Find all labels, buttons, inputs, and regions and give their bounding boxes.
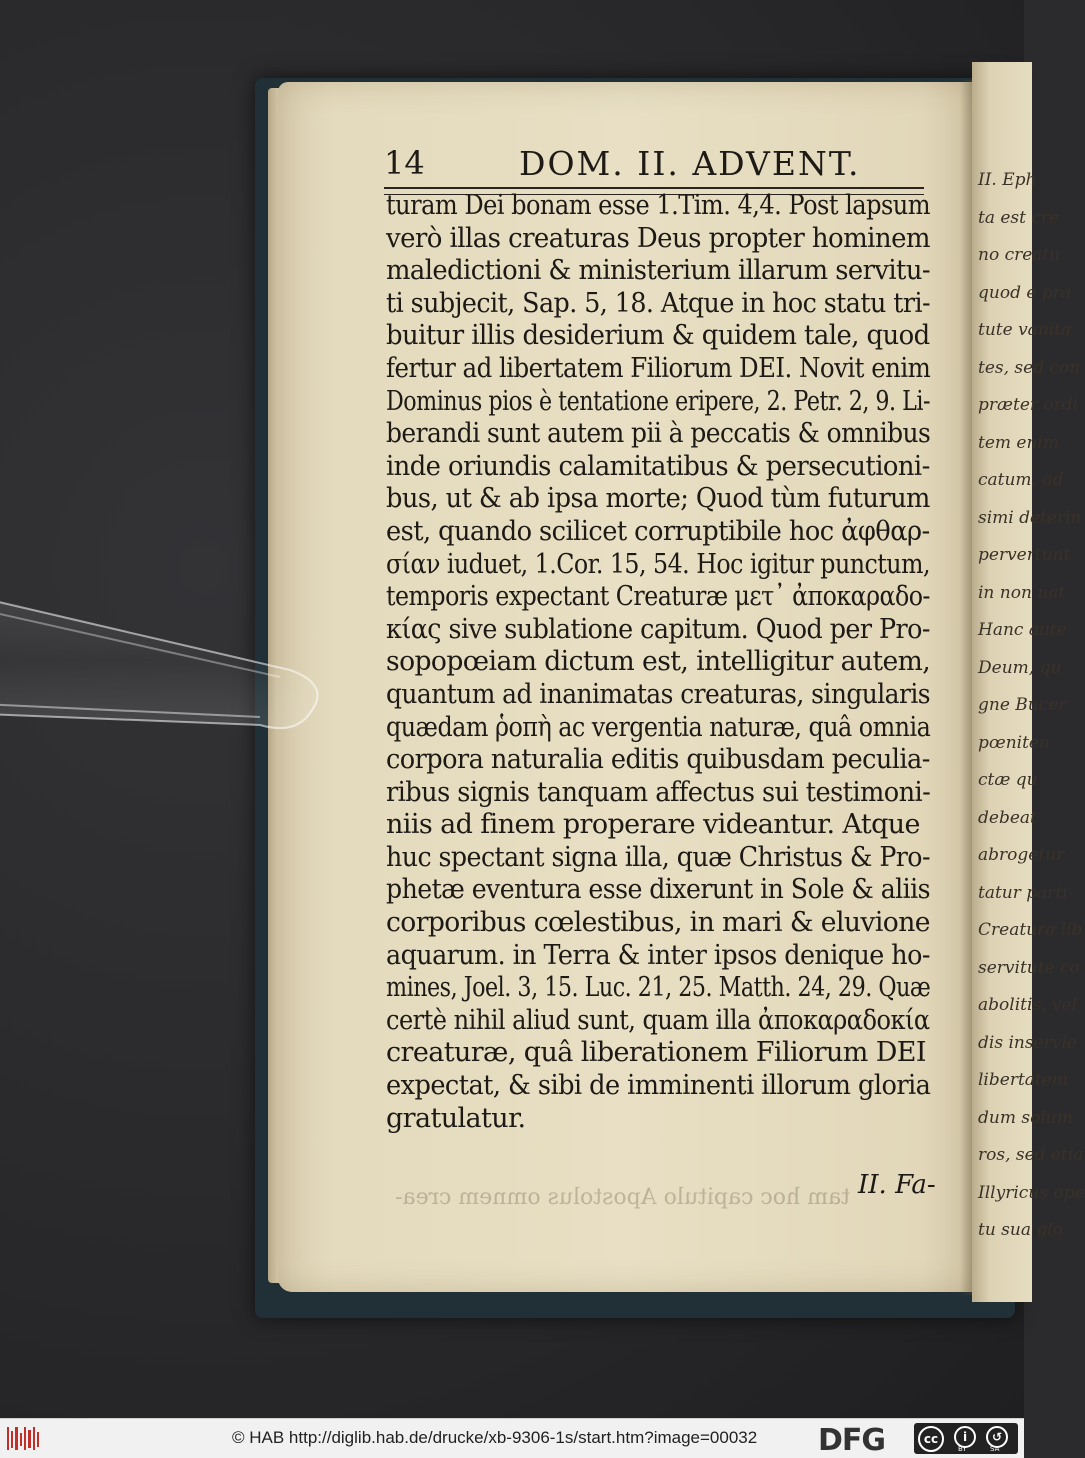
catchword: II. Fa-	[858, 1170, 936, 1200]
facing-text-fragment: pervertunt	[978, 545, 1071, 565]
facing-text-fragment: in non nat	[978, 582, 1066, 603]
cc-license-icon: cc	[918, 1426, 944, 1452]
dfg-logo: DFG	[818, 1423, 886, 1458]
text-line: expectat, & sibi de imminenti illorum gloria	[386, 1070, 931, 1102]
footer-bar	[0, 1418, 1024, 1458]
page-number: 14	[384, 144, 425, 182]
text-line: mines, Joel. 3, 15. Luc. 21, 25. Matth. 24, 29. Quæ	[386, 972, 931, 1004]
facing-text-fragment: Deum, qu	[978, 657, 1062, 678]
facing-text-fragment: Creatura lib	[978, 920, 1083, 940]
text-line: bus, ut & ab ipsa morte; Quod tùm futurum	[386, 483, 930, 515]
text-line: σίαν iuduet, 1.Cor. 15, 54. Hoc igitur punctum,	[386, 548, 930, 580]
facing-text-fragment: catum, ad	[978, 470, 1064, 490]
sa-sharealike-icon: ↺	[986, 1426, 1008, 1448]
text-line: buitur illis desiderium & quidem tale, quod	[386, 320, 930, 352]
facing-text-fragment: debeat	[978, 807, 1037, 828]
facing-text-fragment: tem enim	[978, 432, 1059, 453]
text-line: ti subjecit, Sap. 5, 18. Atque in hoc statu tri-	[386, 287, 931, 319]
facing-text-fragment: ta est cre	[978, 207, 1060, 228]
text-line: inde oriundis calamitatibus & persecutioni-	[386, 450, 930, 482]
text-line: quædam ῥοπὴ ac vergentia naturæ, quâ omnia	[386, 711, 931, 743]
text-line: huc spectant signa illa, quæ Christus & Pro-	[386, 841, 930, 873]
facing-text-fragment: ros, sed etia	[978, 1145, 1084, 1165]
facing-text-fragment: dis inservie	[978, 1032, 1077, 1053]
bleed-through-text: tam hoc capitulo Apostolus omnem crea-	[395, 1185, 851, 1210]
facing-text-fragment: abolitis, vel	[978, 995, 1078, 1015]
cc-license-badge[interactable]	[914, 1423, 1018, 1454]
text-line: temporis expectant Creaturæ μετ᾽ ἀποκαραδο-	[386, 581, 930, 613]
text-line: certè nihil aliud sunt, quam illa ἀποκαραδοκία	[386, 1004, 930, 1036]
text-line: Dominus pios è tentatione eripere, 2. Petr. 2, 9. Li-	[386, 385, 931, 417]
facing-text-fragment: simi deterin	[978, 507, 1082, 528]
barcode-icon	[6, 1425, 42, 1452]
facing-text-fragment: Illyricus ope	[978, 1182, 1085, 1203]
facing-text-fragment: no creatu	[978, 245, 1061, 265]
facing-text-fragment: gne Bucer	[978, 695, 1067, 715]
text-line: corporibus cœlestibus, in mari & eluvione	[386, 907, 930, 939]
running-head	[384, 140, 924, 190]
facing-text-fragment: abrogetur	[978, 845, 1065, 865]
header-title: DOM. II. ADVENT.	[519, 144, 861, 183]
text-line: niis ad finem properare videantur. Atque	[386, 809, 920, 841]
text-line: aquarum. in Terra & inter ipsos denique ho-	[386, 939, 930, 971]
facing-text-fragment: pœniten	[978, 732, 1050, 753]
text-line: fertur ad libertatem Filiorum DEI. Novit enim	[386, 352, 931, 384]
body-text	[386, 190, 930, 1135]
facing-text-fragment: dum solum	[978, 1107, 1073, 1128]
text-line: turam Dei bonam esse 1.Tim. 4,4. Post lapsum	[386, 190, 931, 221]
facing-text-fragment: ctæ qu	[978, 770, 1038, 790]
text-line: gratulatur.	[386, 1102, 526, 1134]
text-line: est, quando scilicet corruptibile hoc ἀφθαρ-	[386, 515, 930, 547]
facing-text-fragment: libertatem	[978, 1070, 1068, 1090]
text-line: berandi sunt autem pii à peccatis & omnibus	[386, 418, 931, 450]
facing-text-fragment: servitute co	[978, 957, 1080, 978]
text-line: corpora naturalia editis quibusdam peculia-	[386, 744, 930, 776]
credit-link[interactable]: © HAB http://diglib.hab.de/drucke/xb-9306-1s/start.htm?image=00032	[232, 1428, 758, 1447]
license-sa-label: SA	[990, 1445, 1000, 1453]
facing-text-fragment: tatur parti	[978, 882, 1068, 903]
facing-text-fragment: quod e pra	[978, 282, 1071, 303]
text-line: κίας sive sublatione capitum. Quod per Pro-	[386, 613, 930, 645]
facing-text-fragment: II. Eph	[978, 170, 1037, 190]
text-line: phetæ eventura esse dixerunt in Sole & aliis	[386, 874, 931, 906]
facing-text-fragment: Hanc aute	[978, 620, 1067, 640]
text-line: verò illas creaturas Deus propter hominem	[386, 222, 930, 254]
facing-text-fragment: præter ordi	[978, 395, 1079, 415]
facing-page	[972, 62, 1085, 1302]
facing-text-fragment: tu sua glo	[978, 1220, 1063, 1240]
license-by-label: BY	[958, 1445, 967, 1453]
text-line: quantum ad inanimatas creaturas, singularis	[386, 678, 931, 710]
text-line: sopopœiam dictum est, intelligitur autem,	[386, 646, 931, 678]
facing-text-fragment: tes, sed con	[978, 357, 1081, 378]
text-line: maledictioni & ministerium illarum servitu-	[386, 255, 931, 287]
facing-text-fragment: tute vanita	[978, 320, 1072, 340]
text-line: ribus signis tanquam affectus sui testimoni-	[386, 776, 931, 808]
text-line: creaturæ, quâ liberationem Filiorum DEI	[386, 1037, 926, 1069]
by-attribution-icon: i	[954, 1426, 976, 1448]
